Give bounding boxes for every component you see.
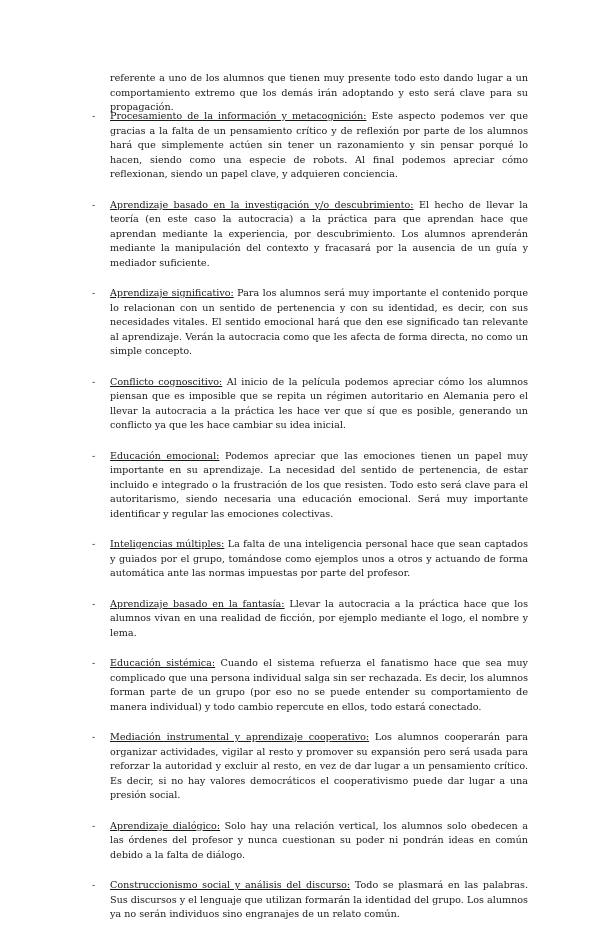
item-term: Aprendizaje basado en la fantasía: xyxy=(110,598,285,610)
item-text: Para los alumnos será muy importante el contenido porque lo relacionan con un sentido de pertenencia y con su identidad, es decir, con sus necesidades vitales. El sentido emocional hará que den ese significado tan relevante al aprendizaje. Verán la autocracia como que les afecta de forma directa, no como un simple concepto. xyxy=(110,288,528,357)
list-item xyxy=(92,199,528,272)
bullet-dash: - xyxy=(92,820,96,832)
list-item xyxy=(92,820,528,864)
item-term: Procesamiento de la información y metacognición: xyxy=(110,111,367,122)
item-text: El hecho de llevar la teoría (en este caso la autocracia) a la práctica para que aprendan hace que aprendan mediante la experiencia, por descubrimiento. Los alumnos aprenderán mediante la manipulación del contexto y fracasará por la ausencia de un guía y mediador suficiente. xyxy=(110,199,528,269)
intro-paragraph: referente a uno de los alumnos que tienen muy presente todo esto dando lugar a un comportamiento extremo que los demás irán adoptando y esto será clave para su propagación. xyxy=(110,73,528,113)
bullet-dash: - xyxy=(92,598,96,610)
list-item xyxy=(92,657,528,715)
list-item xyxy=(92,450,528,523)
item-term: Conflicto cognoscitivo: xyxy=(110,376,223,388)
item-text: La falta de una inteligencia personal hace que sean captados y guiados por el grupo, tomándose como ejemplos unos a otros y actuando de forma automática ante las normas impuestas por parte del profesor. xyxy=(110,539,528,579)
list-item xyxy=(92,376,528,434)
item-text: Cuando el sistema refuerza el fanatismo hace que sea muy complicado que una persona individual salga sin ser rechazada. Es decir, los alumnos forman parte de un grupo (por eso no se puede entender su comportamiento de manera individual) y todo cambio repercute en ellos, todo estará conectado. xyxy=(110,658,528,713)
list-item xyxy=(92,731,528,804)
bullet-dash: - xyxy=(92,376,96,388)
list-item xyxy=(92,879,528,923)
list-item xyxy=(92,538,528,582)
bullet-dash: - xyxy=(92,199,96,211)
item-text: Podemos apreciar que las emociones tienen un papel muy importante en su aprendizaje. La necesidad del sentido de pertenencia, de estar incluido e integrado o la frustración de los que resisten. Todo esto será clave para el autoritarismo, siendo necesaria una educación emocional. Será muy importante identificar y regular las emociones colectivas. xyxy=(110,450,528,520)
bullet-dash: - xyxy=(92,539,96,550)
item-term: Aprendizaje dialógico: xyxy=(110,820,221,832)
bullet-dash: - xyxy=(92,658,96,669)
item-term: Aprendizaje significativo: xyxy=(110,288,234,299)
list-item xyxy=(92,287,528,360)
list-item xyxy=(92,110,528,183)
item-term: Educación emocional: xyxy=(110,450,220,462)
item-text: Los alumnos cooperarán para organizar actividades, vigilar al resto y promover su expansión pero será usada para reforzar la autoridad y excluir al resto, en vez de dar lugar a un pensamiento crítico. Es decir, si no hay valores democráticos el cooperativismo puede dar lugar a una presión social. xyxy=(110,732,528,801)
item-text: Este aspecto podemos ver que gracias a la falta de un pensamiento crítico y de reflexión por parte de los alumnos hará que simplemente actúen sin tener un razonamiento y sin pensar porqué lo hacen, siendo como una especie de robots. Al final podemos apreciar cómo reflexionan, siendo un papel clave, y adquieren conciencia. xyxy=(110,111,528,180)
item-text: Llevar la autocracia a la práctica hace que los alumnos vivan en una realidad de ficción, por ejemplo mediante el logo, el nombre y lema. xyxy=(110,598,528,639)
item-term: Construccionismo social y análisis del discurso: xyxy=(110,880,351,891)
item-text: Al inicio de la película podemos apreciar cómo los alumnos piensan que es imposible que se repita un régimen autoritario en Alemania pero el llevar la autocracia a la práctica les hace ver que sí que es posible, generando un conflicto ya que les hace cambiar su idea inicial. xyxy=(110,376,528,431)
bullet-dash: - xyxy=(92,732,96,743)
item-term: Educación sistémica: xyxy=(110,658,216,669)
bullet-dash: - xyxy=(92,880,96,891)
bullet-dash: - xyxy=(92,450,96,462)
bullet-dash: - xyxy=(92,288,96,299)
item-term: Aprendizaje basado en la investigación y/o descubrimiento: xyxy=(110,199,414,211)
concept-list xyxy=(92,110,528,939)
item-term: Inteligencias múltiples: xyxy=(110,539,225,550)
item-text: Todo se plasmará en las palabras. Sus discursos y el lenguaje que utilizan formarán la identidad del grupo. Los alumnos ya no serán individuos sino engranajes de un relato común. xyxy=(110,880,528,920)
item-text: Solo hay una relación vertical, los alumnos solo obedecen a las órdenes del profesor y nunca cuestionan su poder ni pondrán ideas en común debido a la falta de diálogo. xyxy=(110,820,528,861)
bullet-dash: - xyxy=(92,111,96,122)
item-term: Mediación instrumental y aprendizaje cooperativo: xyxy=(110,732,370,743)
list-item xyxy=(92,598,528,642)
